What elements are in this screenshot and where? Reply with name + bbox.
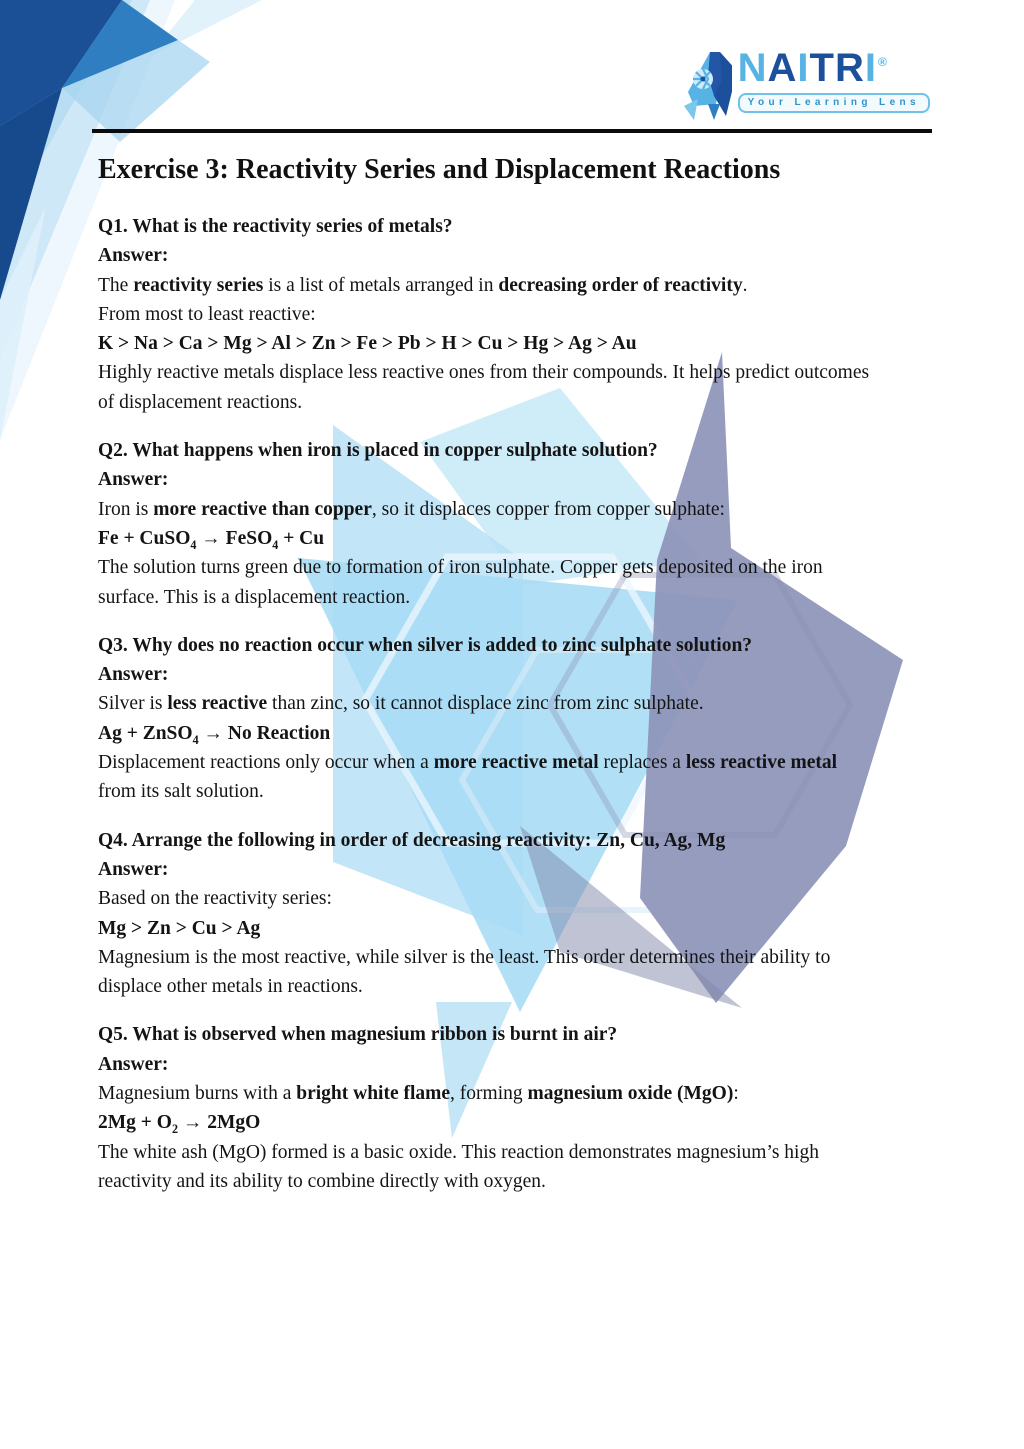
answer-line: The solution turns green due to formation of iron sulphate. Copper gets deposited on the iron <box>98 557 823 579</box>
answer-line: Magnesium is the most reactive, while silver is the least. This order determines their ability to <box>98 946 831 968</box>
answer-line: Iron is more reactive than copper, so it displaces copper from copper sulphate: <box>98 498 725 520</box>
formula-line: Mg > Zn > Cu > Ag <box>98 917 261 939</box>
brand-letter: I <box>797 46 810 90</box>
logo-text <box>738 46 930 113</box>
answer-line: displace other metals in reactions. <box>98 976 363 998</box>
formula-line: K > Na > Ca > Mg > Al > Zn > Fe > Pb > H > Cu > Hg > Ag > Au <box>98 333 637 355</box>
answer-label: Answer: <box>98 1053 169 1075</box>
question-text: Q1. What is the reactivity series of metals? <box>98 216 453 237</box>
brand-letter: A <box>767 46 798 90</box>
answer-line: The white ash (MgO) formed is a basic oxide. This reaction demonstrates magnesium’s high <box>98 1141 819 1163</box>
question-text: Q4. Arrange the following in order of decreasing reactivity: Zn, Cu, Ag, Mg <box>98 829 726 851</box>
brand-name <box>738 46 930 90</box>
answer-label: Answer: <box>98 858 169 880</box>
answer-line: reactivity and its ability to combine directly with oxygen. <box>98 1170 546 1192</box>
registered-mark: ® <box>878 55 888 69</box>
header-divider <box>92 129 932 133</box>
page-title: Exercise 3: Reactivity Series and Displacement Reactions <box>98 154 781 185</box>
question-text: Q3. Why does no reaction occur when silver is added to zinc sulphate solution? <box>98 634 753 656</box>
answer-line: of displacement reactions. <box>98 391 303 413</box>
answer-line: from its salt solution. <box>98 781 264 803</box>
brand-letter: R <box>834 46 865 90</box>
answer-lines <box>98 884 930 1001</box>
answer-lines <box>98 1079 930 1196</box>
naitri-logo <box>682 46 930 120</box>
logo-tagline: Your Learning Lens <box>738 93 930 113</box>
qa-section <box>98 212 930 417</box>
formula-line: $2Mg + O_2 \to 2MgO$ <box>98 1112 261 1137</box>
answer-line: Highly reactive metals displace less reactive ones from their compounds. It helps predict outcomes <box>98 362 870 384</box>
brand-letter: T <box>809 46 835 90</box>
qa-section <box>98 436 930 612</box>
answer-lines <box>98 495 930 612</box>
brand-letter: I <box>864 46 877 90</box>
qa-section <box>98 631 930 807</box>
answer-label: Answer: <box>98 469 169 491</box>
formula-line: Fe + CuSO$_4$ → FeSO$_4$ + Cu <box>98 527 325 552</box>
answer-line: Displacement reactions only occur when a more reactive metal replaces a less reactive metal <box>98 752 838 774</box>
answer-line: Silver is less reactive than zinc, so it cannot displace zinc from zinc sulphate. <box>98 693 704 715</box>
question-text: Q2. What happens when iron is placed in copper sulphate solution? <box>98 440 658 462</box>
qa-section <box>98 1020 930 1196</box>
answer-lines <box>98 689 930 806</box>
answer-label: Answer: <box>98 664 169 686</box>
answer-line: The reactivity series is a list of metals arranged in decreasing order of reactivity. <box>98 274 748 296</box>
naitri-logo-icon <box>682 46 732 120</box>
answer-line: Based on the reactivity series: <box>98 888 332 910</box>
answer-lines <box>98 271 930 417</box>
answer-line: surface. This is a displacement reaction. <box>98 586 411 608</box>
header <box>682 46 930 120</box>
question-text: Q5. What is observed when magnesium ribbon is burnt in air? <box>98 1024 618 1046</box>
answer-label: Answer: <box>98 245 169 267</box>
answer-line: From most to least reactive: <box>98 303 316 325</box>
formula-line: Ag + ZnSO$_4$ → No Reaction <box>98 722 331 747</box>
qa-section <box>98 826 930 1002</box>
brand-letter: N <box>737 46 768 90</box>
qa-list <box>98 212 930 1196</box>
answer-line: Magnesium burns with a bright white flame, forming magnesium oxide (MgO): <box>98 1083 739 1105</box>
